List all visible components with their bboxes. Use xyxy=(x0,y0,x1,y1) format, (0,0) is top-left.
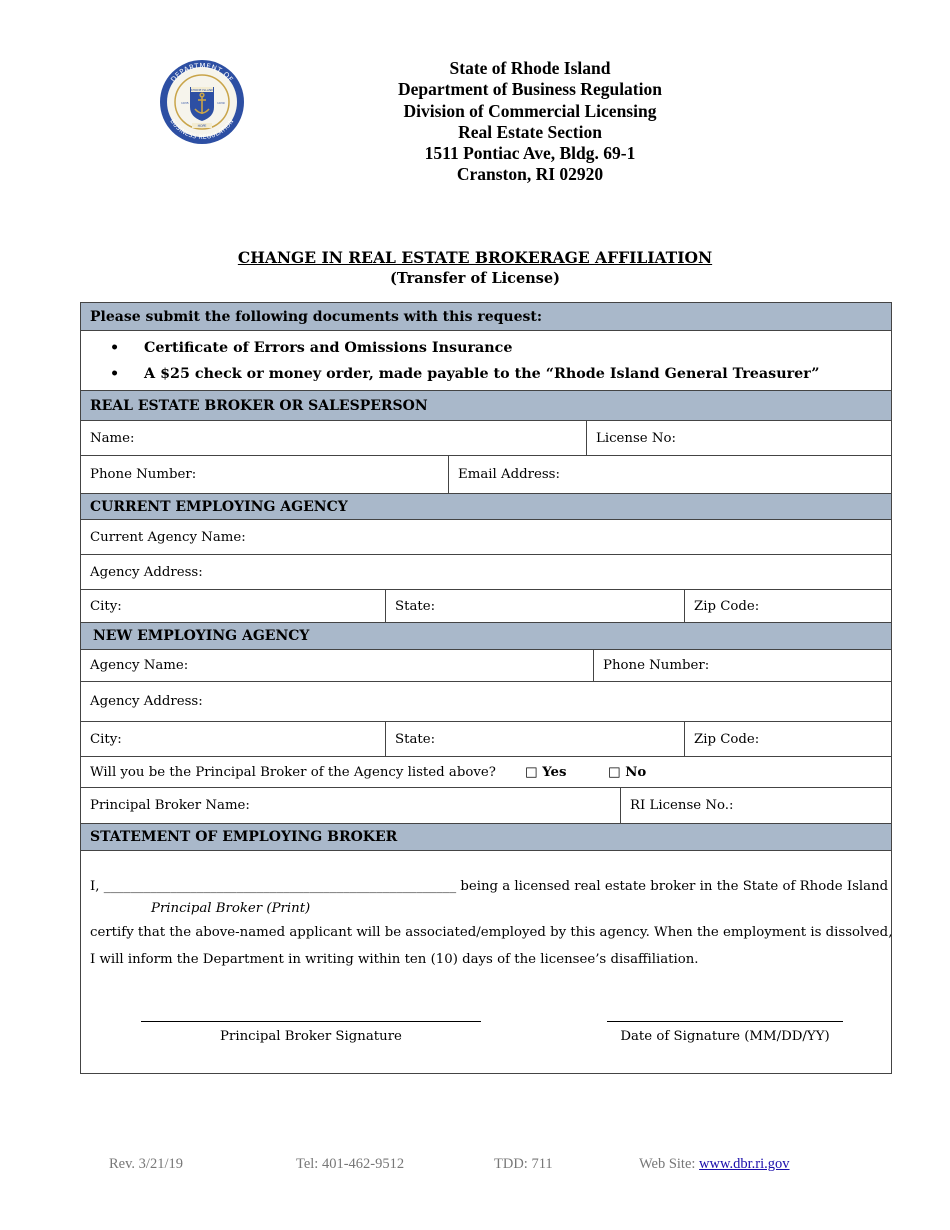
broker-heading-row xyxy=(81,391,891,421)
document-eo-insurance: Certificate of Errors and Omissions Insurance xyxy=(144,340,513,356)
date-of-signature-label: Date of Signature (MM/DD/YY) xyxy=(620,1029,830,1044)
yes-checkbox[interactable]: □ Yes xyxy=(525,764,567,780)
footer-website: Web Site: www.dbr.ri.gov xyxy=(639,1156,790,1172)
license-no-field[interactable] xyxy=(586,421,891,455)
principal-broker-name-row xyxy=(81,788,891,824)
ri-license-field[interactable] xyxy=(620,788,891,823)
header-city: Cranston, RI 02920 xyxy=(456,164,604,185)
documents-heading: Please submit the following documents with this request: xyxy=(90,308,543,325)
new-agency-heading-row xyxy=(81,623,891,650)
new-agency-address-row xyxy=(81,682,891,722)
header-section: Real Estate Section xyxy=(458,121,602,142)
current-zip-field[interactable] xyxy=(684,590,891,622)
statement-body xyxy=(81,851,891,1073)
new-state-field[interactable] xyxy=(385,722,684,756)
date-of-signature-line[interactable] xyxy=(607,1021,843,1022)
current-agency-heading: CURRENT EMPLOYING AGENCY xyxy=(90,498,348,515)
email-address-field[interactable] xyxy=(448,456,891,493)
new-agency-phone-field[interactable] xyxy=(593,650,891,681)
seal-year-right: 1939 xyxy=(217,101,225,105)
current-agency-address-row xyxy=(81,555,891,590)
principal-broker-question: Will you be the Principal Broker of the Agency listed above? xyxy=(90,764,496,780)
current-zip-label: Zip Code: xyxy=(694,598,760,614)
document-check-fee: A $25 check or money order, made payable to the “Rhode Island General Treasurer” xyxy=(144,366,820,382)
principal-broker-print-caption: Principal Broker (Print) xyxy=(151,901,311,916)
current-agency-city-row xyxy=(81,590,891,623)
current-agency-name-row xyxy=(81,520,891,555)
broker-contact-row xyxy=(81,456,891,494)
current-city-label: City: xyxy=(90,598,122,614)
email-address-label: Email Address: xyxy=(458,467,560,482)
header-division: Division of Commercial Licensing xyxy=(403,100,657,121)
phone-number-label: Phone Number: xyxy=(90,467,197,482)
seal-bottom-text: BUSINESS REGULATION xyxy=(168,118,236,142)
statement-line-2: certify that the above-named applicant will be associated/employed by this agency. When the employment is dissolved, xyxy=(90,925,893,940)
ri-license-label: RI License No.: xyxy=(630,798,734,813)
header-state: State of Rhode Island xyxy=(449,58,611,78)
principal-broker-name-field[interactable] xyxy=(81,788,620,823)
current-agency-name-label: Current Agency Name: xyxy=(90,529,246,545)
statement-line-3: I will inform the Department in writing within ten (10) days of the licensee’s disaffiliation. xyxy=(90,952,699,967)
footer-telephone: Tel: 401-462-9512 xyxy=(296,1156,405,1172)
current-state-field[interactable] xyxy=(385,590,684,622)
current-agency-heading-row xyxy=(81,494,891,520)
phone-number-field[interactable] xyxy=(81,456,448,493)
header-department: Department of Business Regulation xyxy=(398,79,662,100)
current-state-label: State: xyxy=(395,598,436,614)
name-label: Name: xyxy=(90,430,135,446)
new-agency-city-row xyxy=(81,722,891,757)
license-no-label: License No: xyxy=(596,430,677,446)
form-subtitle: (Transfer of License) xyxy=(390,270,560,287)
current-agency-name-field[interactable] xyxy=(81,520,891,554)
statement-line-1: I, _____________________________________________________ being a licensed real estate broker in the State of Rhode Island xyxy=(90,879,889,894)
seal-top-text: DEPARTMENT OF xyxy=(169,61,235,84)
broker-heading: REAL ESTATE BROKER OR SALESPERSON xyxy=(90,397,428,414)
form-title: CHANGE IN REAL ESTATE BROKERAGE AFFILIATION xyxy=(237,248,713,267)
statement-heading-row xyxy=(81,824,891,851)
department-seal-logo xyxy=(159,59,245,145)
principal-broker-question-row xyxy=(81,757,891,788)
seal-year-left: 1935 xyxy=(181,101,189,105)
new-city-field[interactable] xyxy=(81,722,385,756)
documents-list xyxy=(81,331,891,391)
principal-broker-name-label: Principal Broker Name: xyxy=(90,798,250,813)
new-agency-address-field[interactable] xyxy=(81,682,891,721)
bullet-icon: • xyxy=(110,366,120,382)
new-agency-name-label: Agency Name: xyxy=(90,658,189,673)
new-agency-heading: NEW EMPLOYING AGENCY xyxy=(93,628,310,644)
statement-heading: STATEMENT OF EMPLOYING BROKER xyxy=(90,829,398,845)
seal-ribbon-text: HOPE xyxy=(197,124,207,128)
no-checkbox[interactable]: □ No xyxy=(608,764,647,780)
principal-broker-print-blank[interactable]: _____________________________________________________ xyxy=(103,879,457,894)
current-agency-address-field[interactable] xyxy=(81,555,891,589)
new-zip-label: Zip Code: xyxy=(694,731,760,747)
documents-heading-row xyxy=(81,303,891,331)
seal-banner-text: RHODE ISLAND xyxy=(190,88,214,92)
agency-header xyxy=(350,58,710,186)
name-field[interactable] xyxy=(81,421,586,455)
new-zip-field[interactable] xyxy=(684,722,891,756)
footer-revision: Rev. 3/21/19 xyxy=(109,1156,183,1172)
new-agency-name-row xyxy=(81,650,891,682)
signature-label: Principal Broker Signature xyxy=(220,1029,402,1044)
footer-tdd: TDD: 711 xyxy=(494,1156,553,1172)
signature-line[interactable] xyxy=(141,1021,481,1022)
website-link[interactable]: www.dbr.ri.gov xyxy=(699,1156,790,1172)
bullet-icon: • xyxy=(110,340,120,356)
new-agency-name-field[interactable] xyxy=(81,650,593,681)
new-agency-address-label: Agency Address: xyxy=(90,694,203,709)
new-agency-phone-label: Phone Number: xyxy=(603,658,710,673)
new-state-label: State: xyxy=(395,731,436,747)
new-city-label: City: xyxy=(90,731,122,747)
header-street: 1511 Pontiac Ave, Bldg. 69-1 xyxy=(424,143,636,164)
broker-name-row xyxy=(81,421,891,456)
transfer-form xyxy=(80,302,892,1074)
current-agency-address-label: Agency Address: xyxy=(90,564,203,580)
current-city-field[interactable] xyxy=(81,590,385,622)
